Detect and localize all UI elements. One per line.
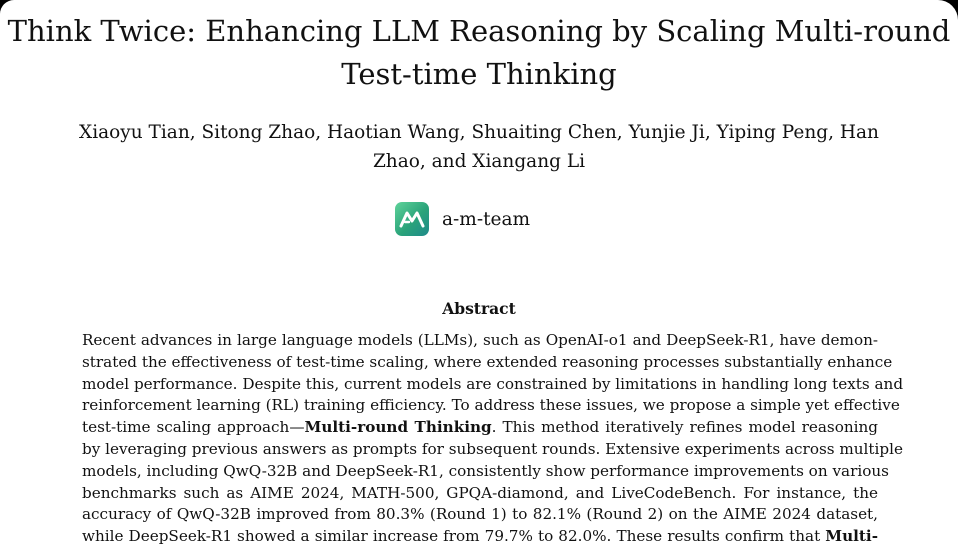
affiliation bbox=[395, 201, 530, 237]
abstract-bold-term: Multi-round Thinking bbox=[304, 418, 492, 437]
title-line-2: Test-time Thinking bbox=[341, 57, 617, 91]
abstract-line bbox=[82, 439, 903, 461]
abstract-line bbox=[82, 526, 878, 546]
abstract-line bbox=[82, 461, 889, 483]
affiliation-name: a-m-team bbox=[442, 208, 531, 230]
abstract-text: test-time scaling approach— bbox=[82, 418, 305, 437]
paper-title bbox=[0, 10, 958, 96]
abstract-bold-term: Multi- bbox=[825, 527, 878, 546]
abstract-text: models, including QwQ-32B and DeepSeek-R1, consistently show performance improvements on various bbox=[82, 461, 889, 480]
abstract-text: model performance. Despite this, current models are constrained by limitations in handling long texts and bbox=[82, 374, 904, 393]
abstract-text: benchmarks such as AIME 2024, MATH-500, GPQA-diamond, and LiveCodeBench. For instance, the bbox=[82, 483, 878, 502]
author-list bbox=[0, 118, 958, 176]
abstract-text: strated the effectiveness of test-time scaling, where extended reasoning processes substantially enhance bbox=[82, 352, 893, 371]
abstract-text: by leveraging previous answers as prompts for subsequent rounds. Extensive experiments across multiple bbox=[82, 439, 903, 458]
abstract-line bbox=[82, 483, 878, 505]
abstract-line bbox=[82, 374, 904, 396]
abstract-line bbox=[82, 395, 900, 417]
abstract-text: while DeepSeek-R1 showed a similar increase from 79.7% to 82.0%. These results confirm that bbox=[82, 527, 826, 546]
a-m-team-logo-icon bbox=[395, 202, 429, 236]
author-line-2: Zhao, and Xiangang Li bbox=[372, 151, 586, 172]
abstract-body bbox=[82, 330, 904, 546]
abstract-line bbox=[82, 417, 878, 439]
abstract-text: . This method iteratively refines model reasoning bbox=[491, 418, 878, 437]
author-line-1: Xiaoyu Tian, Sitong Zhao, Haotian Wang, Shuaiting Chen, Yunjie Ji, Yiping Peng, Han bbox=[79, 122, 879, 143]
abstract-line bbox=[82, 352, 893, 374]
abstract-line bbox=[82, 504, 878, 526]
abstract-text: Recent advances in large language models (LLMs), such as OpenAI-o1 and DeepSeek-R1, have demon- bbox=[82, 331, 878, 349]
abstract-text: reinforcement learning (RL) training efficiency. To address these issues, we propose a simple yet effective bbox=[82, 396, 900, 415]
abstract-text: accuracy of QwQ-32B improved from 80.3% (Round 1) to 82.1% (Round 2) on the AIME 2024 dataset, bbox=[82, 505, 878, 524]
title-line-1: Think Twice: Enhancing LLM Reasoning by Scaling Multi-round bbox=[7, 14, 951, 48]
abstract-heading: Abstract bbox=[442, 299, 516, 318]
abstract-line bbox=[82, 330, 878, 352]
